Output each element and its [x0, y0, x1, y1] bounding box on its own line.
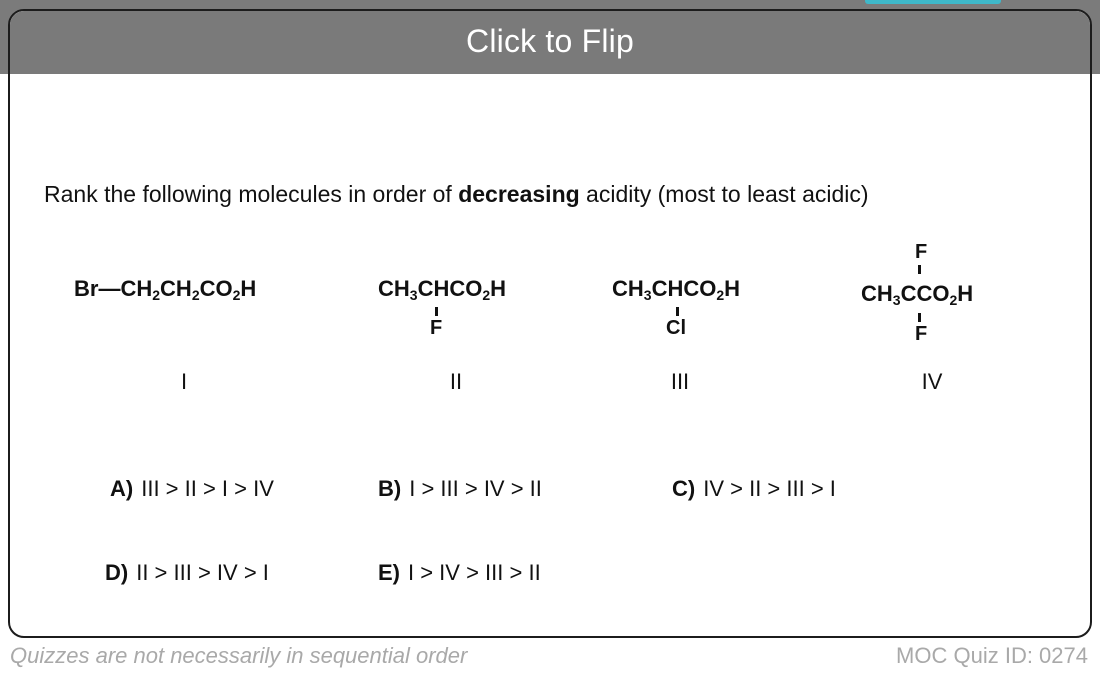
sequence-note: Quizzes are not necessarily in sequential order: [10, 643, 468, 668]
substituent-below: Cl: [666, 317, 686, 339]
choice-letter: B): [378, 476, 402, 501]
molecule-numeral: I: [180, 369, 188, 394]
formula-subscript: 2: [482, 287, 491, 303]
choice-text: II > III > IV > I: [136, 560, 269, 585]
formula-subscript: 2: [949, 292, 958, 308]
bond-line: [676, 307, 679, 316]
question-emphasis: decreasing: [458, 181, 580, 207]
formula-text: CCO: [900, 281, 950, 306]
choice-text: IV > II > III > I: [703, 476, 836, 501]
formula-subscript: 3: [643, 287, 652, 303]
molecule-numeral: III: [670, 369, 690, 394]
question-suffix: acidity (most to least acidic): [579, 181, 869, 207]
formula-subscript: 2: [152, 287, 161, 303]
question-prefix: Rank the following molecules in order of: [44, 181, 459, 207]
top-tab-accent: [865, 0, 1001, 4]
bond-line: [918, 265, 921, 274]
formula-text: CH: [612, 276, 644, 301]
formula-text: CH: [378, 276, 410, 301]
formula-text: CH: [861, 281, 893, 306]
formula-text: CHCO: [651, 276, 717, 301]
bond-line: [918, 313, 921, 322]
choice-letter: A): [110, 476, 134, 501]
choice-text: I > III > IV > II: [409, 476, 542, 501]
choice-letter: E): [378, 560, 400, 585]
flip-button[interactable]: Click to Flip: [10, 11, 1090, 74]
formula-text: CO: [199, 276, 233, 301]
molecule-formula: [378, 276, 506, 302]
molecule-numeral: II: [449, 369, 463, 394]
choice-letter: C): [672, 476, 696, 501]
choice-text: I > IV > III > II: [408, 560, 541, 585]
answer-choice-e[interactable]: [378, 560, 541, 586]
answer-choice-b[interactable]: [378, 476, 542, 502]
flashcard[interactable]: [8, 9, 1092, 638]
formula-text: CH: [160, 276, 192, 301]
choice-text: III > II > I > IV: [141, 476, 274, 501]
formula-subscript: 3: [892, 292, 901, 308]
formula-text: H: [957, 281, 974, 306]
molecule-formula: [74, 276, 256, 302]
bond-line: [435, 307, 438, 316]
formula-subscript: 2: [716, 287, 725, 303]
formula-text: H: [240, 276, 257, 301]
formula-text: Br—CH: [74, 276, 153, 301]
formula-text: CHCO: [417, 276, 483, 301]
formula-subscript: 2: [232, 287, 241, 303]
molecule-numeral: IV: [921, 369, 943, 394]
formula-text: H: [490, 276, 507, 301]
quiz-id: MOC Quiz ID: 0274: [896, 643, 1088, 668]
answer-choice-c[interactable]: [672, 476, 836, 502]
substituent-below: F: [430, 317, 443, 339]
answer-choice-a[interactable]: [110, 476, 274, 502]
choice-letter: D): [105, 560, 129, 585]
substituent-above: F: [915, 241, 928, 263]
formula-subscript: 2: [191, 287, 200, 303]
question-text: [44, 181, 869, 208]
answer-choice-d[interactable]: [105, 560, 269, 586]
formula-subscript: 3: [409, 287, 418, 303]
molecule-formula: [861, 281, 973, 307]
substituent-below: F: [915, 323, 928, 345]
formula-text: H: [724, 276, 741, 301]
molecule-formula: [612, 276, 740, 302]
